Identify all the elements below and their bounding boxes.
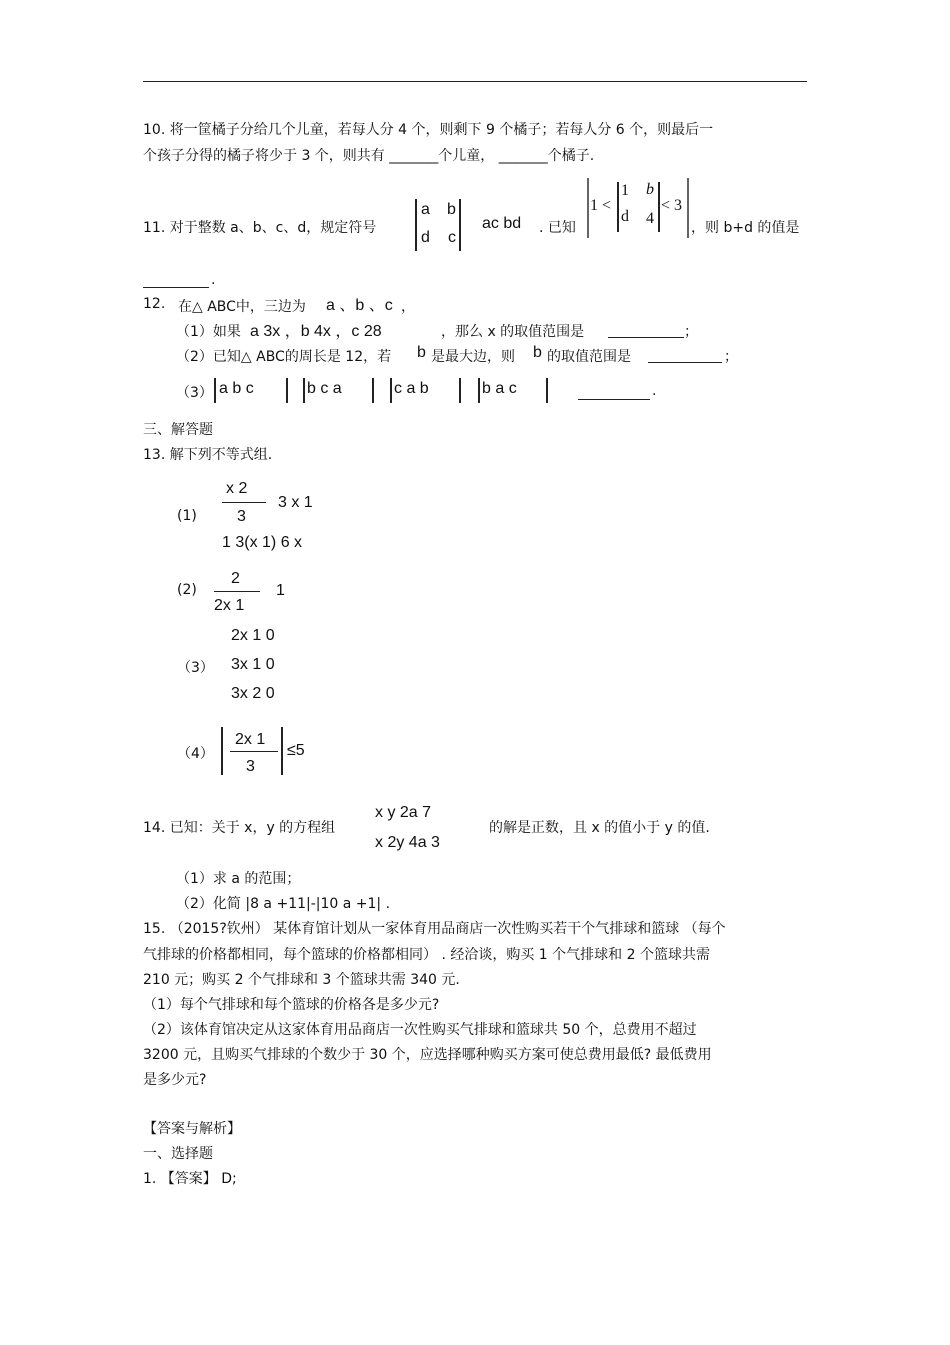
q11-det-left-bar <box>415 199 417 251</box>
q13-s4-rhs: ≤5 <box>287 742 305 759</box>
q12-p2-text: 的取值范围是 <box>547 349 631 365</box>
q12-p2-mid: 是最大边，则 <box>431 349 515 365</box>
q11-prefix: 11. 对于整数 a、b、c、d，规定符号 <box>143 220 377 236</box>
q11-img-d: d <box>621 208 629 225</box>
q12-p2-b1: b <box>417 344 426 361</box>
q13-s4-abs-left <box>221 727 223 775</box>
q12-abs1-left <box>214 378 216 403</box>
q11-img-det-right-bar <box>658 182 660 232</box>
q12-p3-end: . <box>652 383 657 399</box>
q15-line2: 气排球的价格都相同，每个篮球的价格都相同） . 经洽谈，购买 1 个气排球和 2 个篮球共需 <box>143 947 710 963</box>
q15-line4: （1）每个气排球和每个篮球的价格各是多少元? <box>143 997 440 1013</box>
q12-p3-term4: b a c <box>482 380 517 397</box>
q11-img-lt: 1 < <box>590 197 612 214</box>
q12-p3-term3: c a b <box>394 380 429 397</box>
q12-number: 12. <box>143 296 166 312</box>
q13-s1-fraction-bar <box>222 502 266 503</box>
q12-p3-blank <box>578 399 650 400</box>
q11-answer-blank <box>143 287 209 288</box>
q15-line1: 15. （2015?钦州） 某体育馆计划从一家体育用品商店一次性购买若干个气排球和篮球 （每个 <box>143 921 726 937</box>
q11-img-right-border <box>687 178 689 238</box>
q13-s4-den: 3 <box>246 758 255 775</box>
q13-s4-num: 2x 1 <box>235 731 266 748</box>
q11-det-d: d <box>421 229 430 246</box>
q11-equation: ac bd <box>482 215 522 232</box>
q12-abs2-left <box>303 378 305 403</box>
q11-img-left-border <box>587 178 589 238</box>
q13-s2-den: 2x 1 <box>214 597 245 614</box>
q12-p2-b2: b <box>533 344 542 361</box>
q13-s1-num: x 2 <box>226 480 248 497</box>
q13-s1-line2: 1 3(x 1) 6 x <box>222 534 303 551</box>
q13-s3-label: （3） <box>177 660 214 676</box>
q13-s1-label: (1) <box>177 508 197 524</box>
q13-s3-line1: 2x 1 0 <box>231 627 275 644</box>
q10-line2: 个孩子分得的橘子将少于 3 个，则共有 _______个儿童， _______个橘子. <box>143 148 595 164</box>
q12-p1-label: （1）如果 <box>176 324 241 340</box>
q10-line1: 10. 将一筐橘子分给几个儿童，若每人分 4 个，则剩下 9 个橘子；若每人分 6 个，则最后一 <box>143 122 714 138</box>
q14-part2: （2）化简 |8 a +11|-|10 a +1| . <box>176 896 391 912</box>
q13-s4-abs-right <box>281 727 283 775</box>
q13-s1-den: 3 <box>237 508 246 525</box>
q12-title-vars: a 、b 、c <box>326 297 393 314</box>
q11-img-b: b <box>646 181 654 198</box>
q15-line3: 210 元；购买 2 个气排球和 3 个篮球共需 340 元. <box>143 972 460 988</box>
q11-det-b: b <box>447 201 456 218</box>
q11-img-1: 1 <box>621 182 629 199</box>
q11-inequality-image <box>587 178 689 240</box>
q13-s1-rhs: 3 x 1 <box>278 494 313 511</box>
q13-s3-line3: 3x 2 0 <box>231 685 275 702</box>
q15-line5: （2）该体育馆决定从这家体育用品商店一次性购买气排球和篮球共 50 个，总费用不超过 <box>143 1022 697 1038</box>
answers-title: 【答案与解析】 <box>143 1121 241 1137</box>
q12-p2-end: ； <box>724 349 738 365</box>
q12-abs3-left <box>390 378 392 403</box>
q11-img-4: 4 <box>646 210 654 227</box>
q12-p3-term1: a b c <box>219 380 254 397</box>
q14-suffix: 的解是正数，且 x 的值小于 y 的值. <box>489 820 710 836</box>
q11-img-det-left-bar <box>617 182 619 232</box>
q12-abs4-right <box>546 378 548 403</box>
q14-prefix: 14. 已知：关于 x，y 的方程组 <box>143 820 336 836</box>
q13-s2-num: 2 <box>231 570 240 587</box>
q11-blank-end: . <box>211 272 216 288</box>
q12-abs4-left <box>478 378 480 403</box>
section3-title: 三、解答题 <box>143 422 213 438</box>
q14-equation1: x y 2a 7 <box>375 804 432 821</box>
q11-det-a: a <box>421 201 430 218</box>
q13-s3-line2: 3x 1 0 <box>231 656 275 673</box>
q12-p3-term2: b c a <box>307 380 342 397</box>
answer-1: 1. 【答案】 D; <box>143 1171 237 1187</box>
q14-equation2: x 2y 4a 3 <box>375 834 440 851</box>
q13-s4-fraction-bar <box>230 751 278 752</box>
q12-p1-math: a 3x ，b 4x ，c 28 <box>250 323 382 340</box>
q12-p1-text: ，那么 x 的取值范围是 <box>441 324 585 340</box>
q12-p1-blank <box>608 337 684 338</box>
q14-part1: （1）求 a 的范围； <box>176 871 301 887</box>
q12-abs3-right <box>459 378 461 403</box>
q11-known: . 已知 <box>539 220 576 236</box>
q11-det-c: c <box>448 229 456 246</box>
q12-title: 在△ ABC中，三边为 <box>178 299 306 315</box>
q15-line6: 3200 元，且购买气排球的个数少于 30 个，应选择哪种购买方案可使总费用最低? 最低费用 <box>143 1047 712 1063</box>
q12-abs1-right <box>286 378 288 403</box>
q12-title-end: ， <box>401 299 415 315</box>
q15-line7: 是多少元? <box>143 1072 207 1088</box>
q13-title: 13. 解下列不等式组. <box>143 447 273 463</box>
q12-p2-label: （2）已知△ ABC的周长是 12，若 <box>176 349 392 365</box>
q13-s2-rhs: 1 <box>276 582 285 599</box>
q13-s4-label: （4） <box>177 746 214 762</box>
q11-img-lt3: < 3 <box>661 197 683 214</box>
q12-p1-end: ； <box>684 324 698 340</box>
answers-section1: 一、选择题 <box>143 1146 213 1162</box>
q12-p3-label: （3） <box>176 385 213 401</box>
q11-det-right-bar <box>459 199 461 251</box>
q12-abs2-right <box>372 378 374 403</box>
q13-s2-label: (2) <box>177 582 197 598</box>
q13-s2-fraction-bar <box>214 591 260 592</box>
header-rule <box>143 81 807 82</box>
q11-suffix: ，则 b+d 的值是 <box>691 220 800 236</box>
q12-p2-blank <box>648 362 722 363</box>
